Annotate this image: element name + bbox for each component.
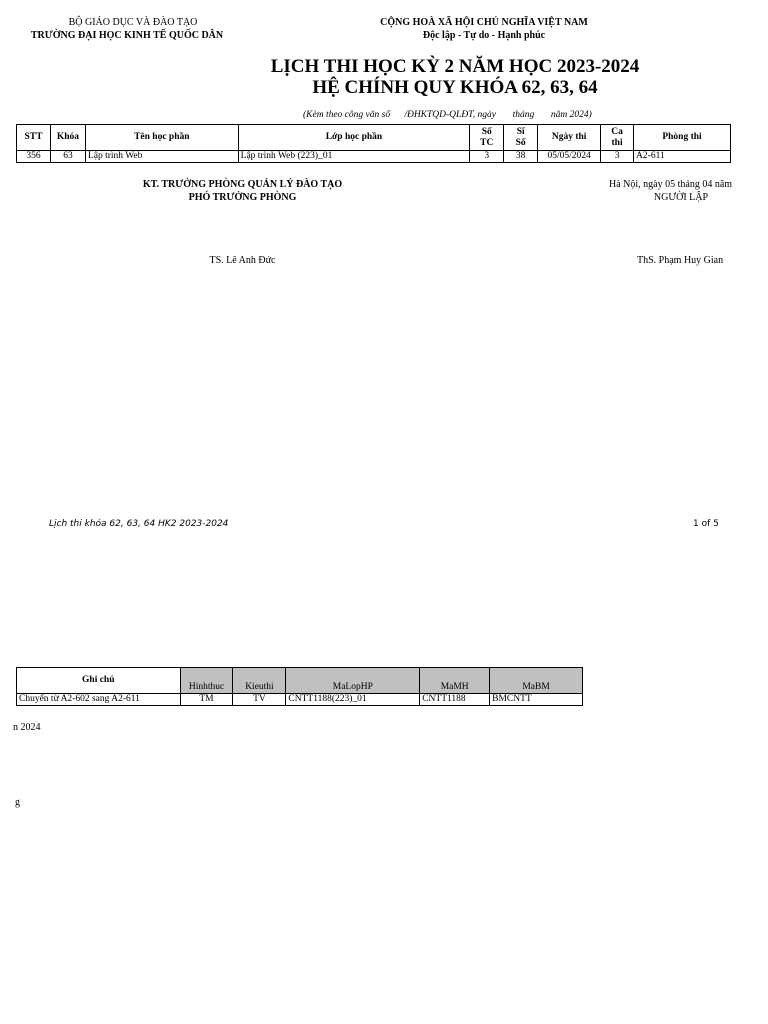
cell-ghi-chu: Chuyển từ A2-602 sang A2-611 [17, 694, 181, 706]
cell-ca-thi: 3 [601, 151, 634, 163]
header-so-tc [470, 125, 504, 151]
header-si-so-line2: Số [515, 137, 526, 148]
header-si-so [504, 125, 538, 151]
header-khoa: Khóa [50, 125, 85, 151]
ministry-name: BỘ GIÁO DỤC VÀ ĐÀO TẠO [68, 17, 198, 28]
header-ten-hoc-phan: Tên học phần [85, 125, 238, 151]
footer-document-name: Lịch thi khóa 62, 63, 64 HK2 2023-2024 [49, 519, 229, 529]
cell-so-tc: 3 [470, 151, 504, 163]
cell-khoa: 63 [50, 151, 85, 163]
header-so-tc-line2: TC [480, 137, 494, 148]
cell-mabm: BMCNTT [490, 694, 583, 706]
exam-schedule-table [16, 124, 731, 163]
header-ca-thi-line1: Ca [611, 126, 623, 137]
header-ghi-chu: Ghi chú [17, 668, 181, 694]
header-ca-thi-line2: thi [611, 137, 623, 148]
header-phong-thi: Phòng thi [634, 125, 731, 151]
cell-stt: 356 [17, 151, 51, 163]
cell-phong-thi: A2-611 [634, 151, 731, 163]
signature-right-title: NGƯỜI LẬP [653, 192, 709, 203]
header-kieuthi: Kieuthi [233, 668, 286, 694]
header-ca-thi [601, 125, 634, 151]
header-mabm: MaBM [490, 668, 583, 694]
cell-kieuthi: TV [233, 694, 286, 706]
header-stt: STT [17, 125, 51, 151]
table-row [17, 151, 731, 163]
header-so-tc-line1: Số [481, 126, 492, 137]
signature-left-name: TS. Lê Anh Đức [209, 255, 276, 266]
header-hinhthuc: Hinhthuc [180, 668, 233, 694]
republic-name: CỘNG HOÀ XÃ HỘI CHỦ NGHĨA VIỆT NAM [380, 17, 588, 28]
document-title-line2: HỆ CHÍNH QUY KHÓA 62, 63, 64 [312, 77, 598, 98]
table-header-row [17, 125, 731, 151]
cell-malophp: CNTT1188(223)_01 [286, 694, 420, 706]
header-si-so-line1: Sĩ [516, 126, 525, 137]
cell-si-so: 38 [504, 151, 538, 163]
overflow-year-fragment: n 2024 [13, 722, 41, 733]
cell-mamh: CNTT1188 [420, 694, 490, 706]
footer-page-number: 1 of 5 [693, 519, 719, 529]
university-name: TRƯỜNG ĐẠI HỌC KINH TẾ QUỐC DÂN [30, 30, 224, 41]
signature-left-title1: KT. TRƯỞNG PHÒNG QUẢN LÝ ĐÀO TẠO [142, 179, 343, 190]
signature-left-title2: PHÓ TRƯỞNG PHÒNG [188, 192, 297, 203]
cell-ten-hoc-phan: Lập trình Web [85, 151, 238, 163]
cell-hinhthuc: TM [180, 694, 233, 706]
document-title-line1: LỊCH THI HỌC KỲ 2 NĂM HỌC 2023-2024 [270, 56, 640, 77]
reference-note: (Kèm theo công văn số /ĐHKTQD-QLĐT, ngày tháng năm 2024) [303, 110, 592, 120]
page2-table [16, 667, 583, 706]
header-ngay-thi: Ngày thi [538, 125, 601, 151]
cell-ngay-thi: 05/05/2024 [538, 151, 601, 163]
overflow-letter-fragment: g [15, 797, 20, 808]
signature-right-name: ThS. Phạm Huy Gian [637, 255, 724, 266]
header-lop-hoc-phan: Lớp học phần [238, 125, 470, 151]
header-malophp: MaLopHP [286, 668, 420, 694]
table-row [17, 694, 583, 706]
header-mamh: MaMH [420, 668, 490, 694]
cell-lop-hoc-phan: Lập trình Web (223)_01 [238, 151, 470, 163]
page2-header-row [17, 668, 583, 694]
signature-right-date: Hà Nội, ngày 05 tháng 04 năm [609, 179, 733, 190]
national-motto: Độc lập - Tự do - Hạnh phúc [422, 30, 546, 41]
